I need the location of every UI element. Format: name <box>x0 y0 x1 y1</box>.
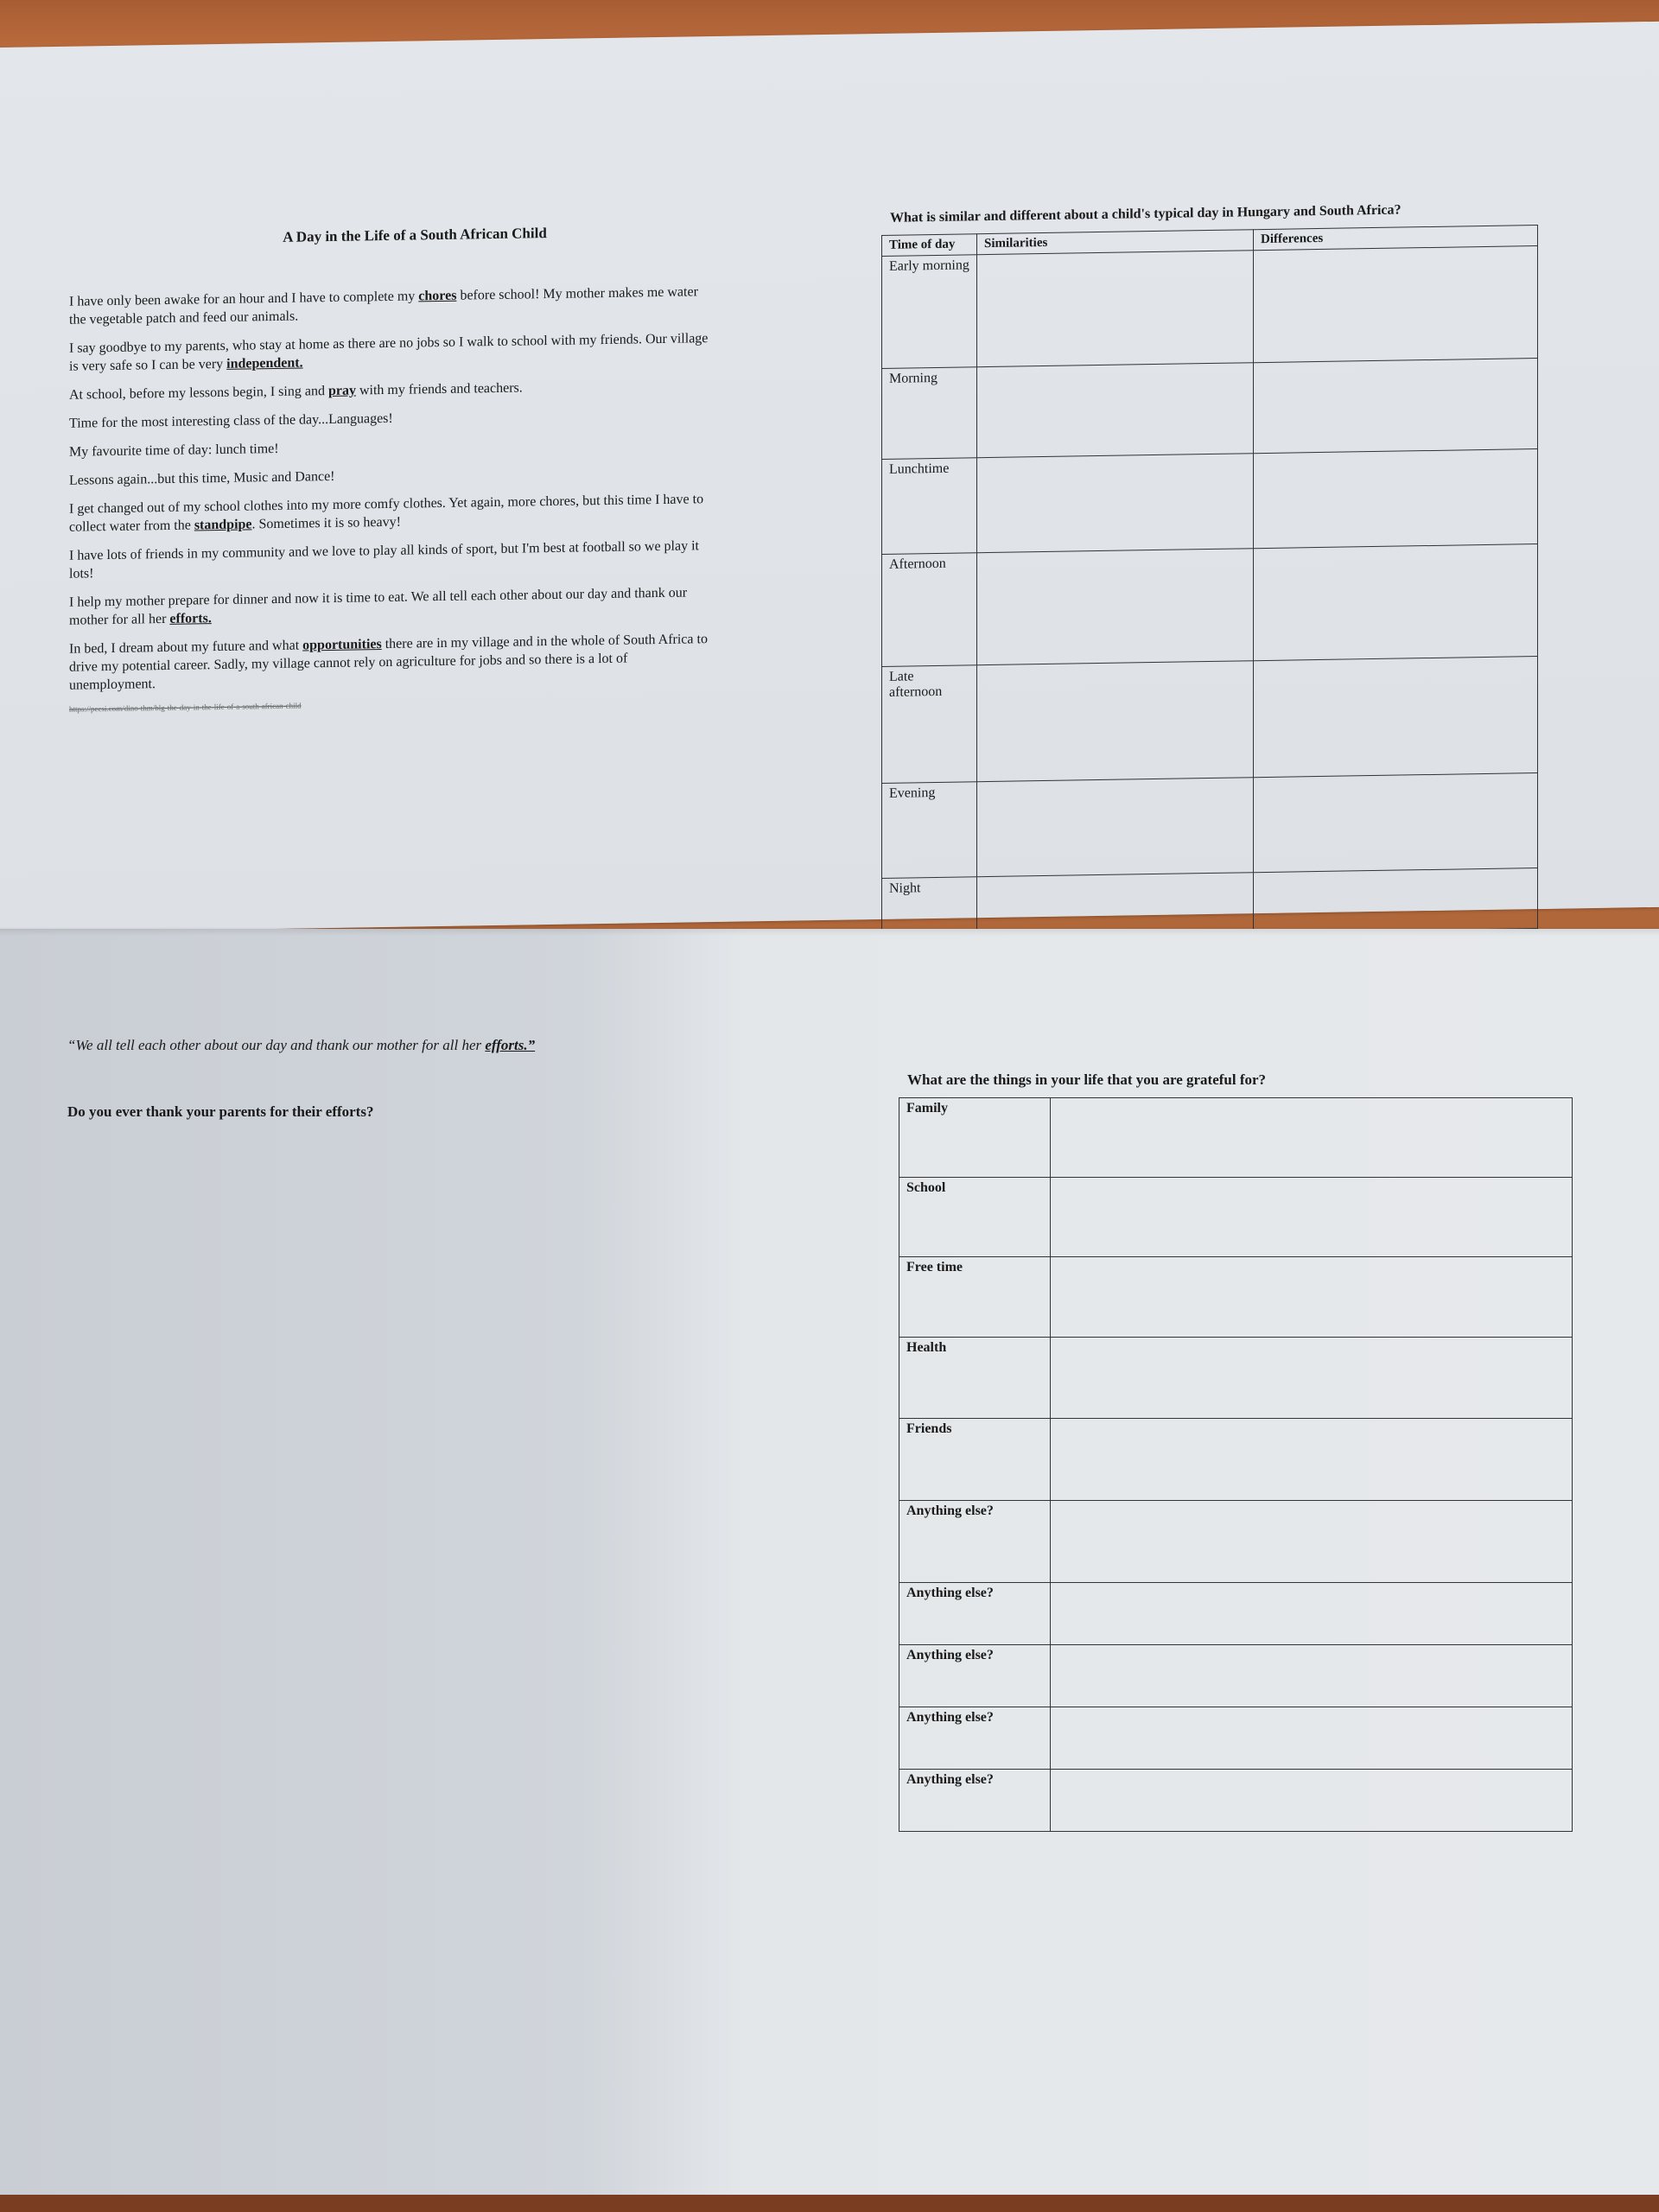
time-of-day-cell: Afternoon <box>882 553 977 667</box>
keyword: efforts. <box>169 611 212 626</box>
table-row <box>882 544 1538 667</box>
similarities-table <box>881 225 1538 939</box>
thank-parents-question: Do you ever thank your parents for their efforts? <box>67 1103 374 1120</box>
quote-text: “We all tell each other about our day and thank our mother for all her efforts.” <box>67 1037 536 1053</box>
grateful-category-cell: Anything else? <box>899 1583 1051 1645</box>
differences-cell[interactable] <box>1254 657 1538 778</box>
similarities-cell[interactable] <box>977 661 1254 782</box>
similarities-cell[interactable] <box>977 549 1254 665</box>
table-row <box>899 1707 1573 1770</box>
similarities-cell[interactable] <box>977 873 1254 938</box>
table-row <box>882 449 1538 555</box>
grateful-block <box>899 1071 1573 1832</box>
keyword: opportunities <box>302 637 382 653</box>
reading-paragraph: My favourite time of day: lunch time! <box>69 441 279 460</box>
time-of-day-cell: Lunchtime <box>882 458 977 555</box>
header-time-of-day: Time of day <box>882 234 977 257</box>
table-row <box>899 1770 1573 1832</box>
grateful-answer-cell[interactable] <box>1051 1501 1573 1583</box>
similarities-cell[interactable] <box>977 251 1254 367</box>
grateful-category-cell: Friends <box>899 1419 1051 1501</box>
grateful-answer-cell[interactable] <box>1051 1419 1573 1501</box>
differences-cell[interactable] <box>1254 544 1538 661</box>
grateful-category-cell: Anything else? <box>899 1501 1051 1583</box>
table-row <box>899 1098 1573 1178</box>
header-differences: Differences <box>1254 226 1538 251</box>
table-row <box>899 1257 1573 1338</box>
grateful-answer-cell[interactable] <box>1051 1338 1573 1419</box>
time-of-day-cell: Early morning <box>882 255 977 369</box>
grateful-answer-cell[interactable] <box>1051 1178 1573 1257</box>
similarities-cell[interactable] <box>977 778 1254 877</box>
grateful-answer-cell[interactable] <box>1051 1098 1573 1178</box>
similarities-cell[interactable] <box>977 454 1254 553</box>
similarities-block <box>881 200 1538 939</box>
worksheet-page-top <box>0 22 1659 933</box>
table-row <box>899 1419 1573 1501</box>
grateful-category-cell: Free time <box>899 1257 1051 1338</box>
reading-paragraph: Lessons again...but this time, Music and Dance! <box>69 468 335 488</box>
differences-cell[interactable] <box>1254 773 1538 873</box>
time-of-day-cell: Late afternoon <box>882 665 977 784</box>
grateful-category-cell: Anything else? <box>899 1645 1051 1707</box>
grateful-answer-cell[interactable] <box>1051 1583 1573 1645</box>
grateful-category-cell: Family <box>899 1098 1051 1178</box>
time-of-day-cell: Evening <box>882 782 977 879</box>
time-of-day-cell: Morning <box>882 367 977 460</box>
quote-keyword: efforts.” <box>485 1037 536 1053</box>
grateful-category-cell: Anything else? <box>899 1770 1051 1832</box>
similarities-title: What is similar and different about a child's typical day in Hungary and South Africa? <box>890 202 1402 226</box>
grateful-answer-cell[interactable] <box>1051 1707 1573 1770</box>
keyword: chores <box>418 288 457 304</box>
differences-cell[interactable] <box>1254 449 1538 549</box>
desk-surface-bottom <box>0 2195 1659 2212</box>
reading-paragraph: At school, before my lessons begin, I sing and pray with my friends and teachers. <box>69 380 523 403</box>
keyword: pray <box>327 383 356 399</box>
table-row <box>882 773 1538 879</box>
reading-paragraph: I have lots of friends in my community and we love to play all kinds of sport, but I'm best at football so we play it lots! <box>69 538 699 582</box>
grateful-category-cell: School <box>899 1178 1051 1257</box>
table-row <box>899 1583 1573 1645</box>
reading-paragraph: Time for the most interesting class of the day...Languages! <box>69 410 393 431</box>
page-fold-shadow <box>0 929 1659 936</box>
grateful-table <box>899 1097 1573 1832</box>
differences-cell[interactable] <box>1254 359 1538 454</box>
table-row <box>882 657 1538 784</box>
reading-paragraph: I get changed out of my school clothes into my more comfy clothes. Yet again, more chores, but this time I have to collect water from the standpipe. Sometimes it is so heavy! <box>69 492 704 535</box>
grateful-title: What are the things in your life that you are grateful for? <box>907 1071 1267 1088</box>
reading-paragraph: I help my mother prepare for dinner and now it is time to eat. We all tell each other about our day and thank our mother for all her efforts. <box>69 585 688 628</box>
reading-title: A Day in the Life of a South African Child <box>283 225 547 245</box>
reading-paragraph: In bed, I dream about my future and what opportunities there are in my village and in the whole of South Africa to drive my potential career. Sadly, my village cannot rely on agriculture for jobs and so there is a lot of unemployment. <box>69 632 708 693</box>
differences-cell[interactable] <box>1254 868 1538 933</box>
differences-cell[interactable] <box>1254 246 1538 363</box>
reading-passage <box>69 222 709 714</box>
keyword: independent. <box>226 355 303 372</box>
table-row <box>899 1338 1573 1419</box>
header-similarities: Similarities <box>977 230 1254 255</box>
source-link[interactable]: https://pecsi.com/dino-thm/blg-the-day-in-the-life-of-a-south-african-child <box>69 701 302 714</box>
time-of-day-cell: Night <box>882 877 977 939</box>
similarities-cell[interactable] <box>977 363 1254 458</box>
reading-paragraph: I say goodbye to my parents, who stay at home as there are no jobs so I walk to school with my friends. Our village is very safe so I can be very independent. <box>69 331 709 374</box>
table-row <box>899 1501 1573 1583</box>
table-row <box>882 359 1538 460</box>
table-row <box>899 1645 1573 1707</box>
grateful-answer-cell[interactable] <box>1051 1770 1573 1832</box>
grateful-answer-cell[interactable] <box>1051 1645 1573 1707</box>
reading-paragraph: I have only been awake for an hour and I have to complete my chores before school! My mother makes me water the vegetable patch and feed our animals. <box>69 284 698 327</box>
reading-paragraphs <box>69 283 709 695</box>
table-row <box>899 1178 1573 1257</box>
table-row <box>882 246 1538 369</box>
grateful-answer-cell[interactable] <box>1051 1257 1573 1338</box>
grateful-category-cell: Anything else? <box>899 1707 1051 1770</box>
keyword: standpipe <box>194 517 252 533</box>
grateful-category-cell: Health <box>899 1338 1051 1419</box>
